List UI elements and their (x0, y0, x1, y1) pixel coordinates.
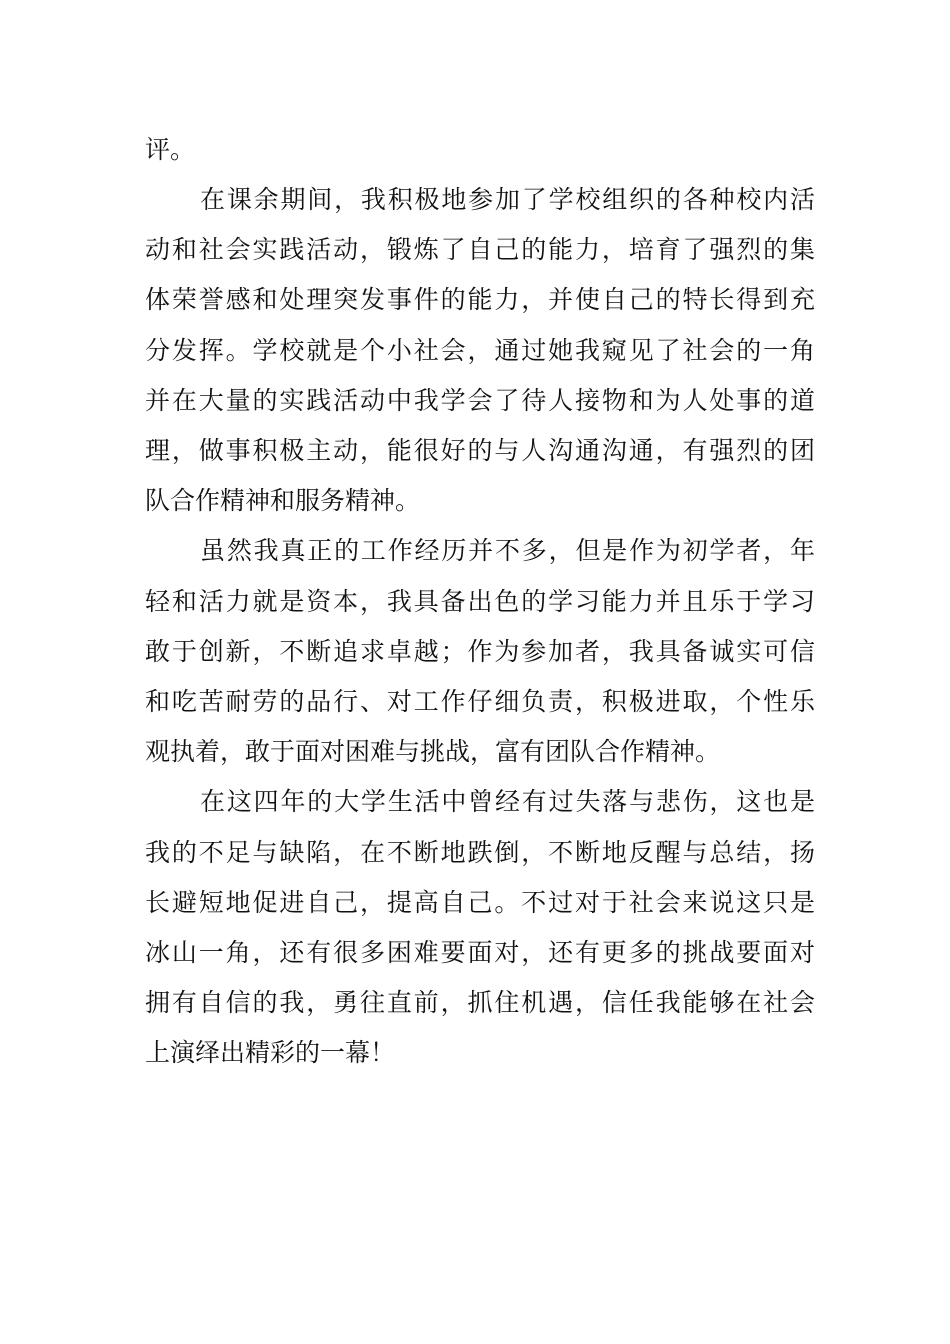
text-line: 队合作精神和服务精神。 (145, 486, 421, 515)
text-line: 分发挥。学校就是个小社会，通过她我窥见了社会的一角 (145, 336, 815, 365)
paragraph-first-line: 在这四年的大学生活中曾经有过失落与悲伤，这也是 (200, 787, 815, 816)
text-line: 体荣誉感和处理突发事件的能力，并使自己的特长得到充 (145, 285, 815, 314)
text-line: 和吃苦耐劳的品行、对工作仔细负责，积极进取，个性乐 (145, 687, 815, 716)
text-line: 我的不足与缺陷，在不断地跌倒，不断地反醒与总结，扬 (145, 838, 815, 867)
text-line: 评。 (145, 135, 196, 164)
paragraph-first-line: 在课余期间，我积极地参加了学校组织的各种校内活 (200, 185, 815, 214)
text-line: 理，做事积极主动，能很好的与人沟通沟通，有强烈的团 (145, 436, 815, 465)
text-line: 敢于创新，不断追求卓越；作为参加者，我具备诚实可信 (145, 637, 815, 666)
text-line: 轻和活力就是资本，我具备出色的学习能力并且乐于学习 (145, 587, 815, 616)
text-line: 长避短地促进自己，提高自己。不过对于社会来说这只是 (145, 888, 815, 917)
text-line: 拥有自信的我，勇往直前，抓住机遇，信任我能够在社会 (145, 988, 815, 1017)
text-line: 冰山一角，还有很多困难要面对，还有更多的挑战要面对 (145, 938, 815, 967)
paragraph-first-line: 虽然我真正的工作经历并不多，但是作为初学者，年 (200, 536, 815, 565)
text-line: 并在大量的实践活动中我学会了待人接物和为人处事的道 (145, 386, 815, 415)
text-line: 动和社会实践活动，锻炼了自己的能力，培育了强烈的集 (145, 235, 815, 264)
text-line: 观执着，敢于面对困难与挑战，富有团队合作精神。 (145, 737, 721, 766)
text-line: 上演绎出精彩的一幕！ (145, 1038, 396, 1067)
